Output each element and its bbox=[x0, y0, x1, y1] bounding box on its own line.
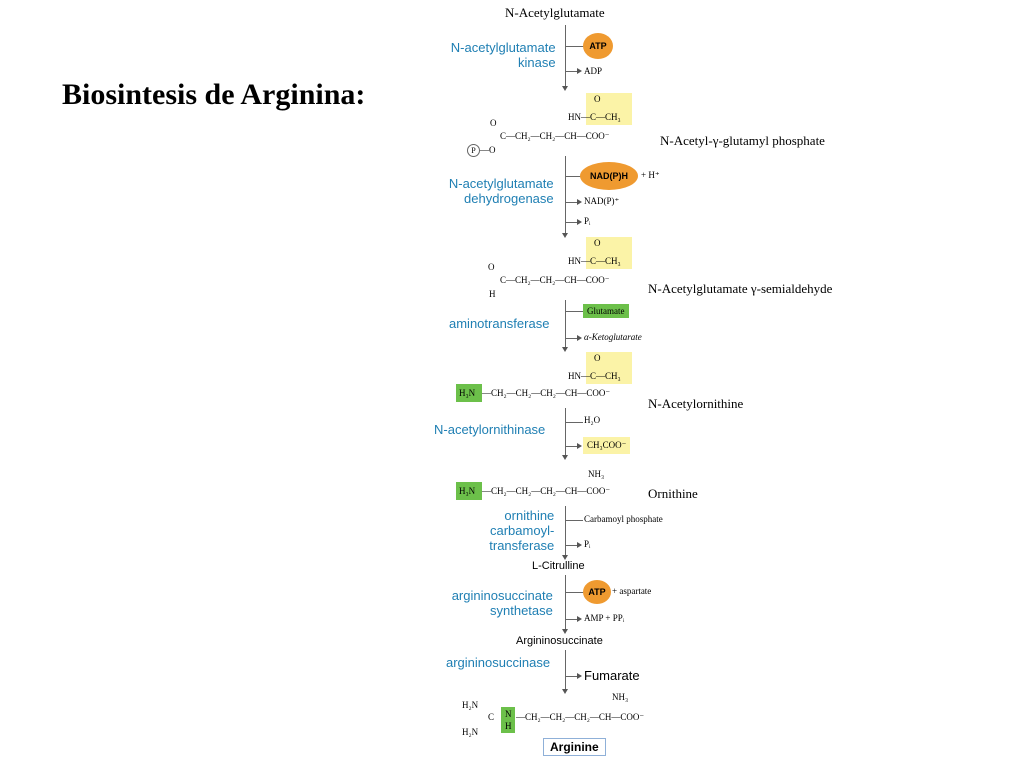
s3-chain: C—CH₂—CH₂—CH—COO⁻ bbox=[500, 275, 610, 285]
arrowhead-7 bbox=[562, 689, 568, 694]
arg-h2n-bottom: H₂N bbox=[462, 727, 479, 737]
compound-argininosuccinate: Argininosuccinate bbox=[516, 635, 603, 647]
atp2-oval: ATP bbox=[583, 580, 611, 604]
rarrow-adp bbox=[577, 68, 582, 74]
s4-h3n: H₃N bbox=[459, 388, 476, 398]
cofactor-adp: ADP bbox=[584, 66, 603, 76]
rarrow-amp bbox=[577, 616, 582, 622]
compound-n-acetylglutamate: N-Acetylglutamate bbox=[505, 5, 605, 20]
cofactor-pi2: Pᵢ bbox=[584, 539, 591, 549]
slide-title: Biosintesis de Arginina: bbox=[62, 78, 366, 111]
compound-n-acetyl-glutamyl-phosphate: N-Acetyl-γ-glutamyl phosphate bbox=[660, 133, 825, 148]
s4-acetyl-o: O bbox=[594, 353, 601, 363]
s5-h3n: H₃N bbox=[459, 486, 476, 496]
rarrow-pi2 bbox=[577, 542, 582, 548]
cofactor-branch-carbamoylp bbox=[565, 520, 583, 521]
nadph-oval: NAD(P)H bbox=[580, 162, 638, 190]
cofactor-carbamoyl-phosphate: Carbamoyl phosphate bbox=[584, 514, 663, 524]
s2-chain: C—CH₂—CH₂—CH—COO⁻ bbox=[500, 131, 610, 141]
cofactor-acetate: CH₃COO⁻ bbox=[583, 437, 630, 454]
s4-chain: —CH₂—CH₂—CH₂—CH—COO⁻ bbox=[482, 388, 611, 398]
cofactor-amp-ppi: AMP + PPᵢ bbox=[584, 613, 625, 623]
arg-h2n-top: H₂N bbox=[462, 700, 479, 710]
cofactor-branch-atp bbox=[565, 46, 585, 47]
s3-h: H bbox=[489, 289, 496, 299]
arg-nh-n: N bbox=[505, 709, 512, 719]
compound-n-acetylornithine: N-Acetylornithine bbox=[648, 396, 744, 411]
s2-o: —O bbox=[480, 145, 496, 155]
enzyme-argininosuccinase: argininosuccinase bbox=[446, 655, 551, 670]
enzyme-aminotransferase: aminotransferase bbox=[449, 316, 550, 331]
rarrow-nadp bbox=[577, 199, 582, 205]
arrowhead-3 bbox=[562, 347, 568, 352]
rarrow-akg bbox=[577, 335, 582, 341]
compound-l-citrulline: L-Citrulline bbox=[532, 560, 585, 572]
enzyme-ornithine-carbamoyltransferase: ornithine carbamoyl- transferase bbox=[489, 508, 555, 553]
cofactor-branch-atp2 bbox=[565, 592, 585, 593]
arrow-step-4 bbox=[565, 408, 566, 456]
s2-left-o: O bbox=[490, 118, 497, 128]
s3-o: O bbox=[488, 262, 495, 272]
atp-oval: ATP bbox=[583, 33, 613, 59]
cofactor-branch-glutamate bbox=[565, 311, 585, 312]
arg-nh-h: H bbox=[505, 721, 512, 731]
cofactor-alpha-ketoglutarate: α-Ketoglutarate bbox=[584, 332, 642, 342]
compound-n-acetylglutamate-semialdehyde: N-Acetylglutamate γ-semialdehyde bbox=[648, 281, 833, 296]
s3-acetyl-row: HN—C—CH₃ bbox=[568, 256, 621, 266]
arrowhead-6 bbox=[562, 629, 568, 634]
cofactor-pi1: Pᵢ bbox=[584, 216, 591, 226]
arg-carbon: C bbox=[488, 712, 495, 722]
enzyme-argininosuccinate-synthetase: argininosuccinate synthetase bbox=[451, 588, 553, 618]
arrowhead-2 bbox=[562, 233, 568, 238]
cofactor-branch-h2o bbox=[565, 422, 583, 423]
arrow-step-3 bbox=[565, 300, 566, 348]
s4-acetyl-row: HN—C—CH₃ bbox=[568, 371, 621, 381]
arrow-step-5 bbox=[565, 506, 566, 556]
rarrow-fumarate bbox=[577, 673, 582, 679]
s2-acetyl-row: HN—C—CH₃ bbox=[568, 112, 621, 122]
cofactor-fumarate: Fumarate bbox=[584, 668, 640, 683]
phosphate-circle: P bbox=[467, 144, 480, 157]
arrow-step-6 bbox=[565, 575, 566, 630]
s2-acetyl-o: O bbox=[594, 94, 601, 104]
rarrow-acetate bbox=[577, 443, 582, 449]
arg-chain: —CH₂—CH₂—CH₂—CH—COO⁻ bbox=[516, 712, 645, 722]
rarrow-pi1 bbox=[577, 219, 582, 225]
cofactor-glutamate: Glutamate bbox=[583, 304, 629, 318]
compound-ornithine: Ornithine bbox=[648, 486, 698, 501]
enzyme-n-acetylornithinase: N-acetylornithinase bbox=[434, 422, 546, 437]
cofactor-h2o: H₂O bbox=[584, 415, 601, 425]
arrow-step-7 bbox=[565, 650, 566, 690]
s5-chain: —CH₂—CH₂—CH₂—CH—COO⁻ bbox=[482, 486, 611, 496]
arrow-step-1 bbox=[565, 25, 566, 87]
s3-acetyl-o: O bbox=[594, 238, 601, 248]
arrowhead-4 bbox=[562, 455, 568, 460]
arg-nh3: NH₃ bbox=[612, 692, 629, 702]
s5-nh3: NH₃ bbox=[588, 469, 605, 479]
compound-arginine: Arginine bbox=[543, 738, 606, 756]
cofactor-nadp: NAD(P)⁺ bbox=[584, 196, 620, 206]
enzyme-n-acetylglutamate-dehydrogenase: N-acetylglutamate dehydrogenase bbox=[448, 176, 554, 206]
cofactor-aspartate: + aspartate bbox=[612, 586, 652, 596]
cofactor-hplus: + H⁺ bbox=[641, 170, 660, 180]
enzyme-n-acetylglutamate-kinase: N-acetylglutamate kinase bbox=[450, 40, 556, 70]
arrowhead-1 bbox=[562, 86, 568, 91]
